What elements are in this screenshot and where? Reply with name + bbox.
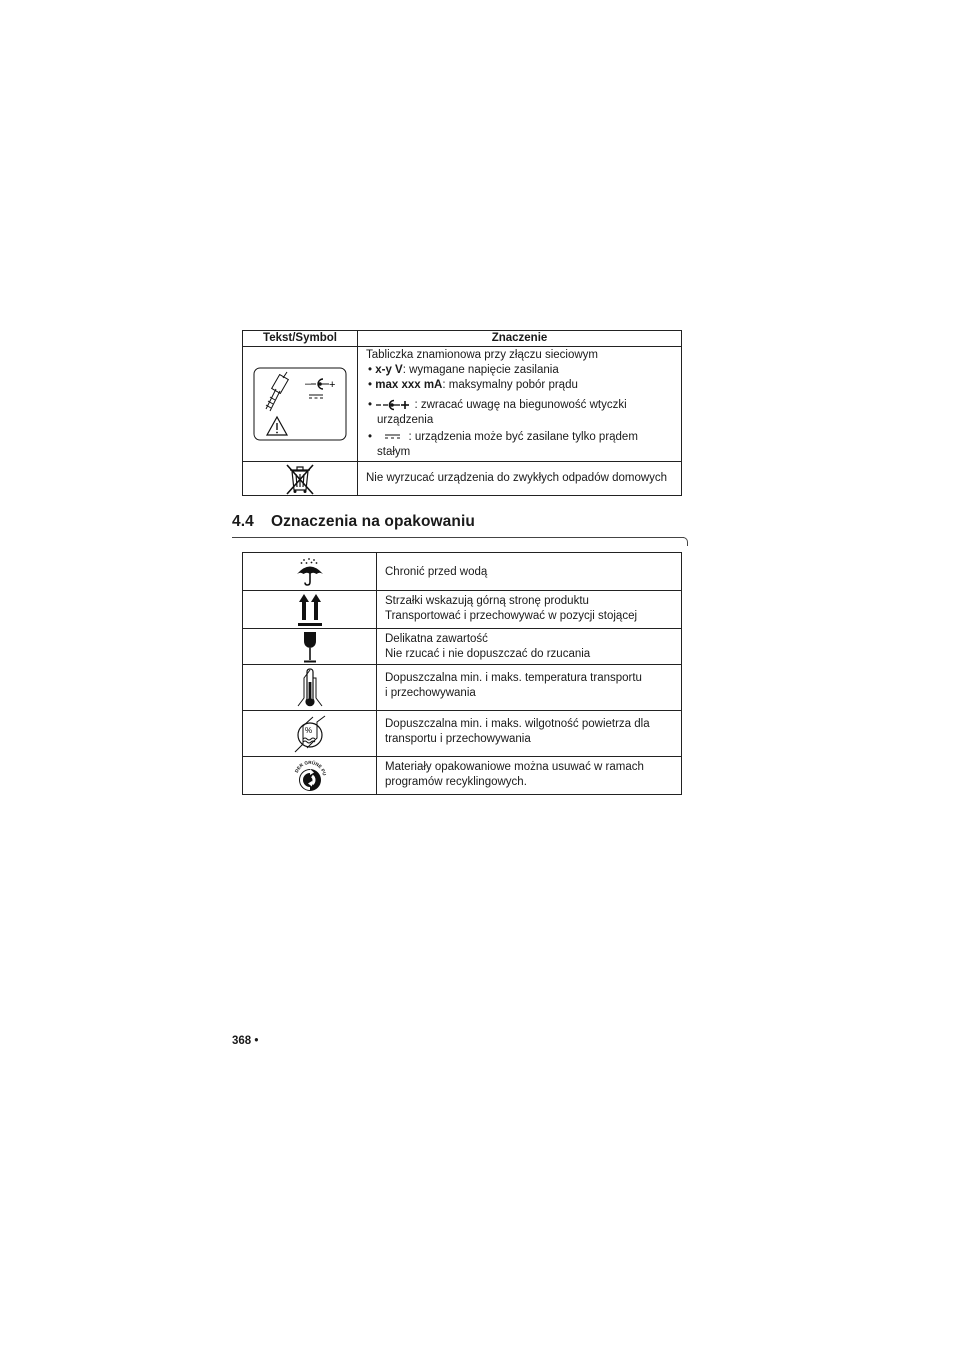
temperature-cell — [243, 665, 377, 711]
rating-plate-cell — [243, 347, 358, 462]
bullet-current: • max xxx mA: maksymalny pobór prądu — [368, 379, 578, 391]
humidity-limit-icon — [293, 714, 327, 754]
header-meaning: Znaczenie — [358, 331, 682, 347]
section-heading — [232, 513, 475, 531]
rating-plate-description — [358, 347, 682, 462]
green-dot-recycling-icon — [292, 758, 328, 794]
dc-icon — [309, 395, 323, 398]
arrows-cell — [243, 591, 377, 629]
green-dot-cell — [243, 757, 377, 795]
bullet-dc-cont: stałym — [377, 446, 411, 458]
humidity-cell — [243, 711, 377, 757]
table-header-row — [243, 331, 682, 347]
warning-icon — [267, 417, 287, 435]
weee-description: Nie wyrzucać urządzenia do zwykłych odpadów domowych — [358, 462, 682, 496]
green-dot-text: DER GRÜNE PU — [293, 759, 327, 776]
fragile-glass-icon — [301, 631, 319, 663]
heading-divider — [232, 537, 684, 538]
polarity-inline-icon — [375, 399, 411, 411]
bullet-polarity: • : zwracać uwagę na biegunowość wtyczki — [368, 399, 627, 411]
weee-cell — [243, 462, 358, 496]
temperature-limit-icon — [296, 668, 324, 708]
section-number: 4.4 — [232, 513, 254, 530]
table-row — [243, 665, 682, 711]
humidity-percent-sign: % — [304, 725, 312, 735]
table-row — [243, 711, 682, 757]
table-row — [243, 757, 682, 795]
polarity-icon — [305, 378, 335, 391]
bullet-voltage: • x-y V: wymagane napięcie zasilania — [368, 364, 559, 376]
symbols-table — [242, 330, 682, 496]
glass-cell — [243, 629, 377, 665]
umbrella-icon — [294, 557, 326, 587]
page-number: 368 • — [232, 1035, 259, 1047]
packaging-text: Dopuszczalna min. i maks. temperatura transportu i przechowywania — [377, 665, 682, 711]
packaging-text: Chronić przed wodą — [377, 553, 682, 591]
dc-inline-icon — [375, 432, 405, 442]
crossed-bin-icon — [284, 463, 316, 495]
polarity-plus: + — [329, 379, 336, 391]
rating-plate-icon — [253, 367, 347, 441]
heading-divider-hook — [683, 537, 688, 546]
rating-plate-intro: Tabliczka znamionowa przy złączu sieciowym — [366, 349, 598, 361]
table-row — [243, 462, 682, 496]
table-row — [243, 591, 682, 629]
table-row — [243, 347, 682, 462]
table-row — [243, 553, 682, 591]
bullet-dc: • : urządzenia może być zasilane tylko prądem — [368, 431, 638, 443]
umbrella-cell — [243, 553, 377, 591]
packaging-text: Delikatna zawartość Nie rzucać i nie dopuszczać do rzucania — [377, 629, 682, 665]
packaging-text: Strzałki wskazują górną stronę produktu Transportować i przechowywać w pozycji stojącej — [377, 591, 682, 629]
polarity-minus: – — [305, 378, 312, 390]
packaging-text: Dopuszczalna min. i maks. wilgotność powietrza dla transportu i przechowywania — [377, 711, 682, 757]
bullet-polarity-cont: urządzenia — [377, 414, 434, 426]
table-row — [243, 629, 682, 665]
packaging-text: Materiały opakowaniowe można usuwać w ramach programów recyklingowych. — [377, 757, 682, 795]
this-way-up-arrows-icon — [297, 593, 323, 627]
section-title: Oznaczenia na opakowaniu — [271, 513, 475, 530]
header-symbol: Tekst/Symbol — [243, 331, 358, 347]
packaging-table — [242, 552, 682, 795]
